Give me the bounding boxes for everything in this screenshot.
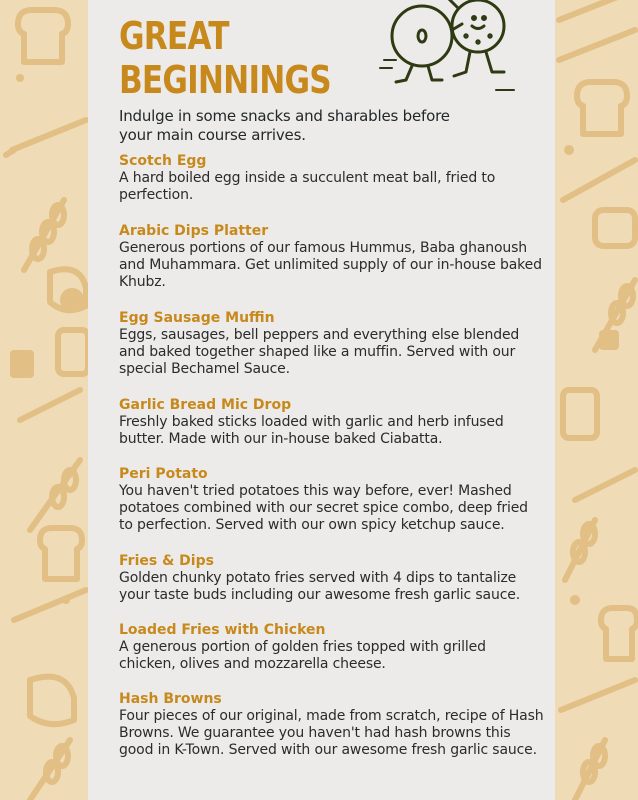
rolling-pin-icon bbox=[14, 590, 86, 620]
menu-item-description: Generous portions of our famous Hummus, Baba ghanoush and Muhammara. Get unlimited supply of our in-house baked Khubz. bbox=[119, 240, 542, 290]
menu-item bbox=[119, 152, 544, 204]
toast-icon bbox=[577, 82, 627, 134]
rolling-pin-icon bbox=[575, 470, 635, 500]
title-line-1: GREAT bbox=[119, 14, 229, 58]
menu-item-description: Four pieces of our original, made from scratch, recipe of Hash Browns. We guarantee you haven't had hash browns this good in K-Town. Served with our awesome fresh garlic sauce. bbox=[119, 708, 544, 758]
rolling-pin-icon bbox=[561, 680, 635, 710]
menu-item bbox=[119, 222, 544, 291]
menu-item-name: Garlic Bread Mic Drop bbox=[119, 397, 292, 413]
page-title bbox=[119, 14, 331, 102]
menu-item-description: You haven't tried potatoes this way before, ever! Mashed potatoes combined with our secret spice combo, deep fried to perfection. Served with our own spicy ketchup sauce. bbox=[119, 483, 528, 533]
menu-item-description: Golden chunky potato fries served with 4 dips to tantalize your taste buds including our awesome fresh garlic sauce. bbox=[119, 570, 521, 603]
bread-loaf-icon bbox=[595, 210, 635, 246]
menu-item bbox=[119, 465, 544, 534]
rolling-pin-icon bbox=[559, 0, 635, 60]
menu-item-description: A hard boiled egg inside a succulent meat ball, fried to perfection. bbox=[119, 170, 496, 203]
intro-text: Indulge in some snacks and sharables before your main course arrives. bbox=[119, 107, 450, 144]
toast-icon bbox=[58, 330, 88, 374]
wheat-icon bbox=[24, 200, 64, 270]
menu-item-name: Egg Sausage Muffin bbox=[119, 310, 275, 326]
toast-icon bbox=[601, 608, 637, 659]
menu-item-name: Arabic Dips Platter bbox=[119, 223, 269, 239]
menu-item bbox=[119, 621, 544, 673]
menu-item bbox=[119, 552, 544, 604]
toast-icon bbox=[18, 10, 68, 62]
toast-icon bbox=[563, 390, 597, 438]
menu-item-name: Hash Browns bbox=[119, 691, 222, 707]
wheat-icon bbox=[575, 740, 605, 800]
menu-panel bbox=[88, 0, 555, 800]
rolling-pin-icon bbox=[6, 120, 86, 155]
menu-item-description: A generous portion of golden fries topped with grilled chicken, olives and mozzarella cheese. bbox=[119, 639, 486, 672]
right-food-pattern bbox=[555, 0, 638, 800]
menu-item-description: Eggs, sausages, bell peppers and everything else blended and baked together shaped like a muffin. Served with our special Bechamel Sauce. bbox=[119, 327, 520, 377]
rolling-pin-icon bbox=[563, 160, 635, 200]
rolling-pin-icon bbox=[20, 390, 80, 420]
menu-item bbox=[119, 396, 544, 448]
bread-loaf-icon bbox=[30, 677, 74, 725]
menu-item bbox=[119, 690, 544, 759]
menu-item bbox=[119, 309, 544, 378]
wheat-icon bbox=[565, 520, 595, 580]
wheat-icon bbox=[30, 740, 70, 800]
menu-item-name: Loaded Fries with Chicken bbox=[119, 622, 326, 638]
toast-icon bbox=[40, 528, 82, 579]
menu-item-name: Scotch Egg bbox=[119, 153, 207, 169]
menu-item-description: Freshly baked sticks loaded with garlic and herb infused butter. Made with our in-house baked Ciabatta. bbox=[119, 414, 504, 447]
wheat-icon bbox=[30, 460, 80, 530]
left-food-pattern bbox=[0, 0, 88, 800]
bagel-and-cookie-mascot-icon bbox=[378, 0, 518, 96]
menu-item-name: Fries & Dips bbox=[119, 553, 214, 569]
menu-item-name: Peri Potato bbox=[119, 466, 208, 482]
title-line-2: BEGINNINGS bbox=[119, 58, 331, 102]
